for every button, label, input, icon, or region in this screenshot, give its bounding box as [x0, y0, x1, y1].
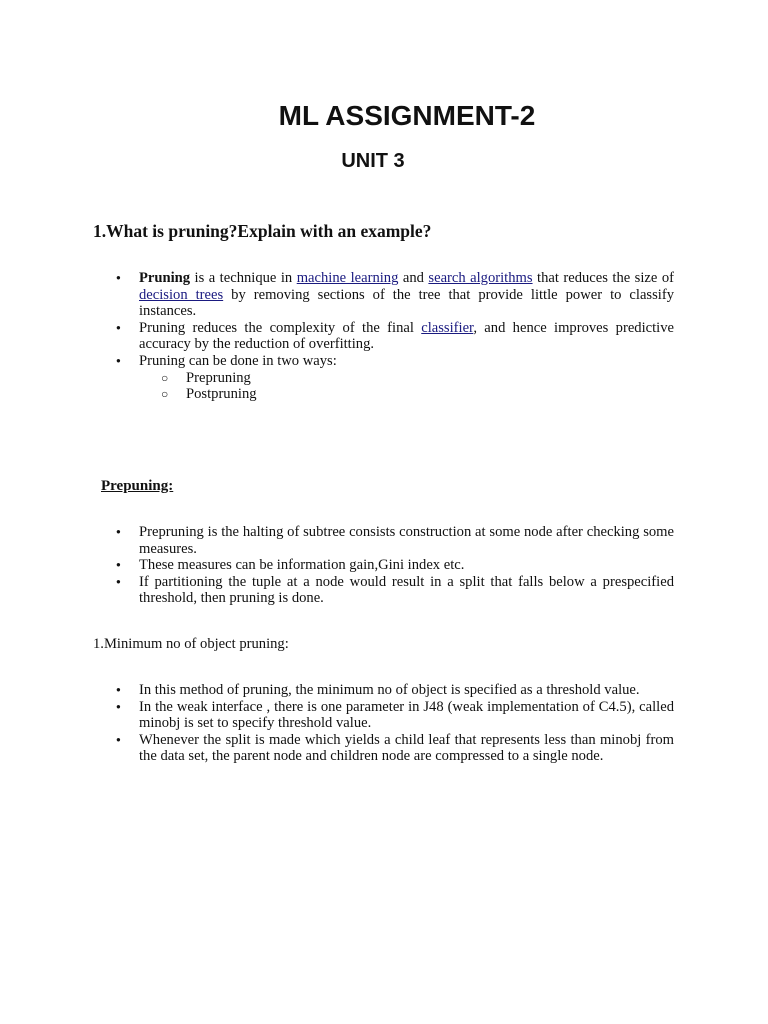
- list-item: ● These measures can be information gain,Gini index etc.: [139, 557, 674, 574]
- link-decision-trees[interactable]: decision trees: [139, 286, 224, 303]
- min-object-heading: 1.Minimum no of object pruning:: [93, 636, 289, 652]
- unit-heading: UNIT 3: [341, 150, 405, 172]
- question-heading: 1.What is pruning?Explain with an example?: [93, 221, 432, 241]
- list-item: ● Whenever the split is made which yields a child leaf that represents less than minobj from the data set, the parent node and children node are compressed to a single node.: [139, 732, 674, 765]
- list-item: ● Prepruning is the halting of subtree consists construction at some node after checking some measures.: [139, 524, 674, 557]
- prepruning-heading: Prepuning:: [101, 478, 174, 494]
- list-item: ● In this method of pruning, the minimum no of object is specified as a threshold value.: [139, 682, 674, 699]
- intro-list: [139, 270, 674, 403]
- pruning-ways-sublist: [139, 370, 674, 403]
- list-item: ● In the weak interface , there is one parameter in J48 (weak implementation of C4.5), called minobj is set to specify threshold value.: [139, 699, 674, 732]
- min-object-list: [139, 682, 674, 765]
- list-item: ● Pruning reduces the complexity of the final classifier, and hence improves predictive accuracy by the reduction of overfitting.: [139, 320, 674, 353]
- list-item: ● Pruning is a technique in machine learning and search algorithms that reduces the size of decision trees by removing sections of the tree that provide little power to classify instances.: [139, 270, 674, 320]
- link-classifier[interactable]: classifier: [421, 319, 474, 336]
- link-machine-learning[interactable]: machine learning: [296, 270, 399, 286]
- prepruning-list: [139, 524, 674, 607]
- list-item: ● Pruning can be done in two ways: ○ Prepruning ○ Postpruning: [139, 353, 674, 403]
- sublist-item-postpruning: ○ Postpruning: [186, 386, 674, 403]
- document-title: ML ASSIGNMENT-2: [278, 100, 536, 131]
- pruning-term: Pruning: [139, 270, 191, 286]
- list-item: ● If partitioning the tuple at a node would result in a split that falls below a prespecified threshold, then pruning is done.: [139, 574, 674, 607]
- link-search-algorithms[interactable]: search algorithms: [428, 270, 533, 286]
- sublist-item-prepruning: ○ Prepruning: [186, 370, 674, 387]
